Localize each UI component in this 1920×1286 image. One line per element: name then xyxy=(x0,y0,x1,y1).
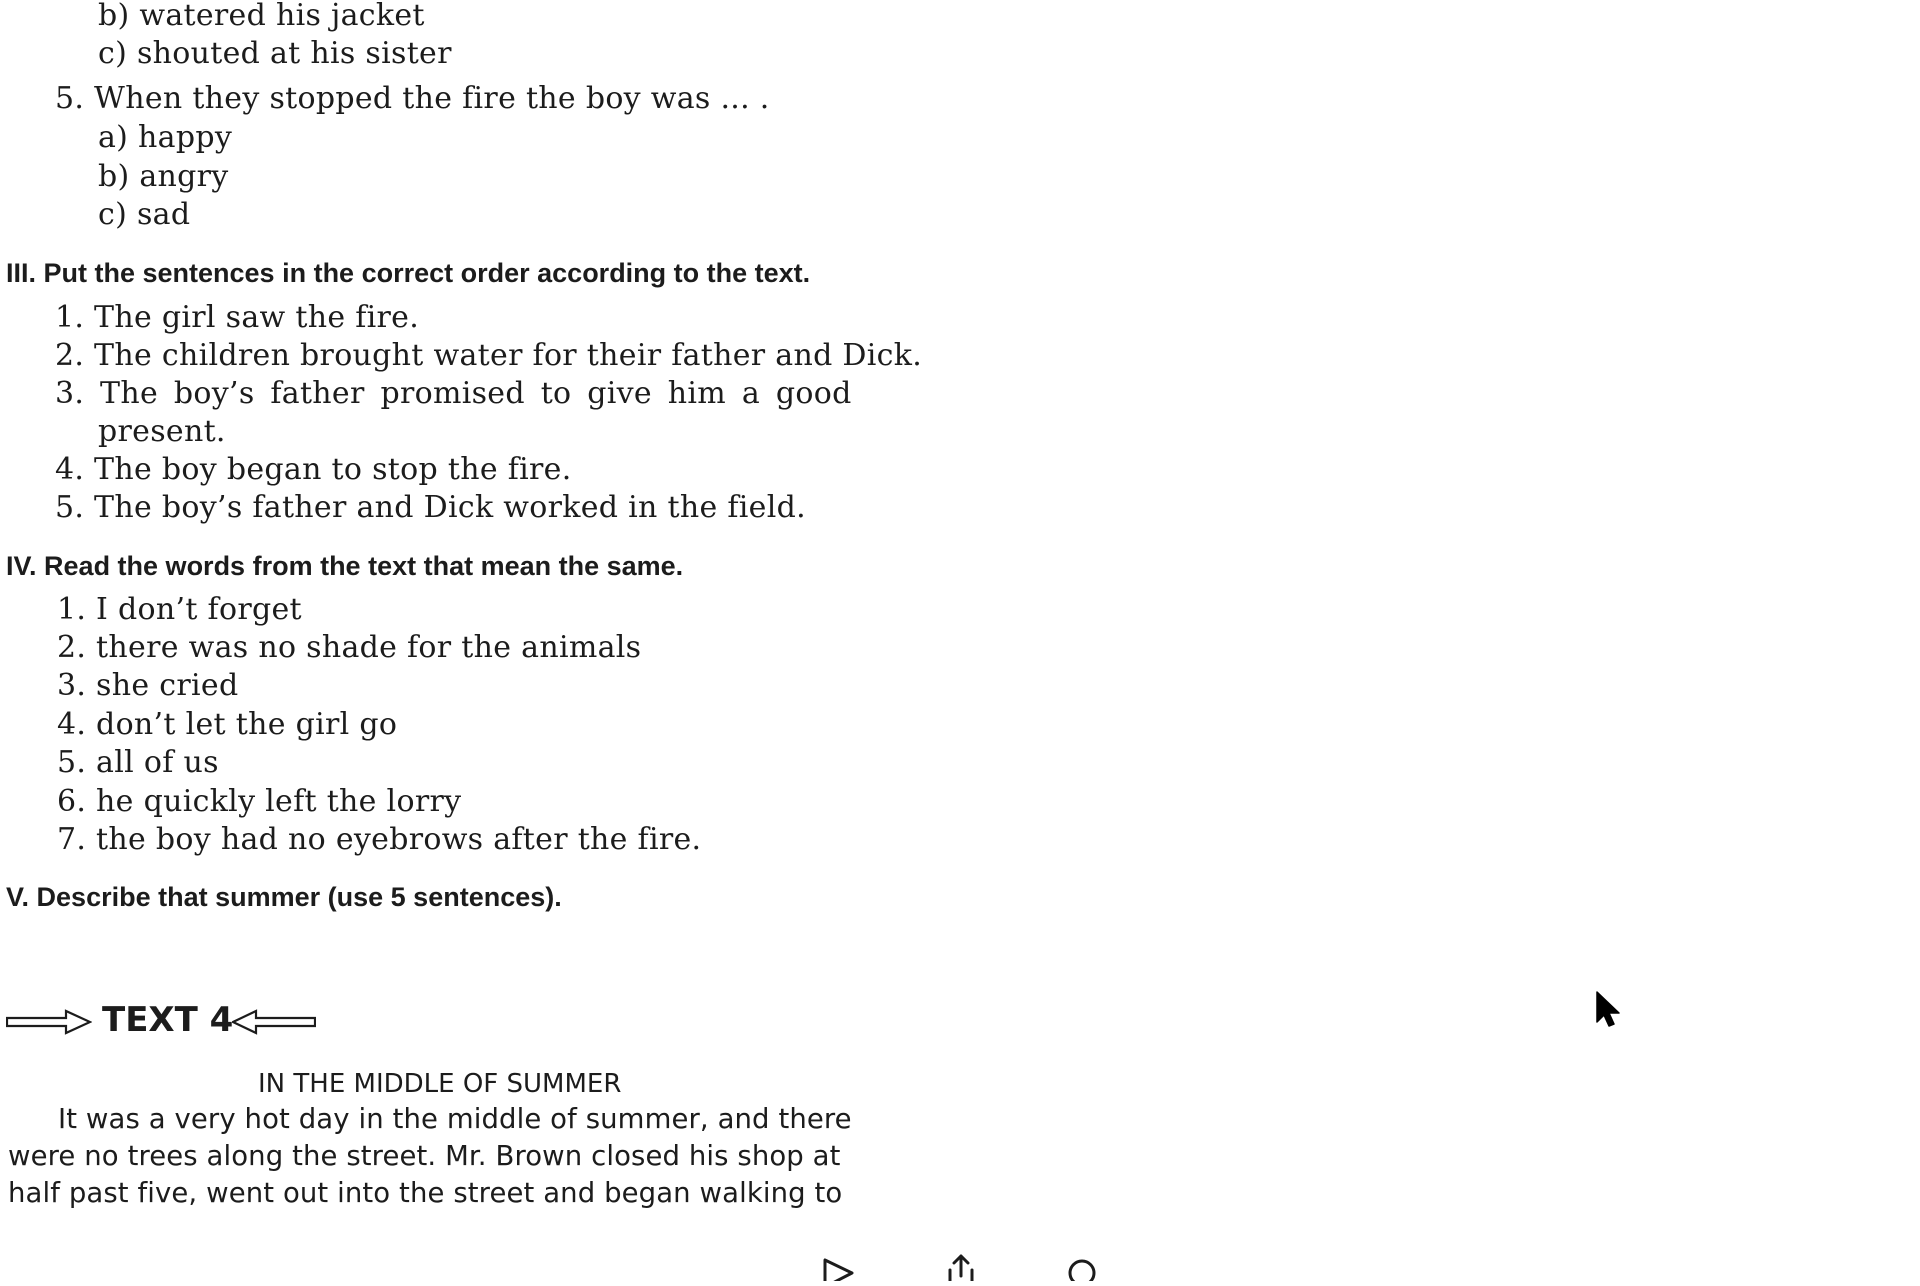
paragraph-line: It was a very hot day in the middle of summer, and there xyxy=(58,1103,852,1135)
list-item: 3. she cried xyxy=(57,668,239,703)
paragraph-line: half past five, went out into the street and began walking to xyxy=(8,1177,843,1209)
mouse-cursor-icon xyxy=(1594,990,1624,1033)
list-item: 1. The girl saw the fire. xyxy=(55,300,420,335)
paragraph-line: were no trees along the street. Mr. Brown closed his shop at xyxy=(8,1140,841,1172)
option-c: c) sad xyxy=(98,197,191,232)
list-item: 4. don’t let the girl go xyxy=(57,707,398,742)
option-b: b) angry xyxy=(98,159,229,194)
list-item: 7. the boy had no eyebrows after the fire. xyxy=(57,822,702,857)
list-item: 3. The boy’s father promised to give him a good xyxy=(55,376,852,411)
search-icon[interactable] xyxy=(1066,1256,1100,1286)
list-item: 5. The boy’s father and Dick worked in the field. xyxy=(55,490,806,525)
exercise-3-heading: III. Put the sentences in the correct order according to the text. xyxy=(6,258,811,288)
share-icon[interactable] xyxy=(944,1254,978,1286)
list-item: 6. he quickly left the lorry xyxy=(57,784,462,819)
question-5: 5. When they stopped the fire the boy was ... . xyxy=(55,81,770,116)
list-item: 2. The children brought water for their father and Dick. xyxy=(55,338,923,373)
option-c: c) shouted at his sister xyxy=(98,36,452,71)
list-item-continuation: present. xyxy=(98,414,226,449)
play-icon[interactable] xyxy=(822,1257,856,1286)
story-title: IN THE MIDDLE OF SUMMER xyxy=(258,1069,622,1099)
exercise-4-heading: IV. Read the words from the text that mean the same. xyxy=(6,551,684,581)
exercise-5-heading: V. Describe that summer (use 5 sentences). xyxy=(6,882,562,912)
list-item: 1. I don’t forget xyxy=(57,592,302,627)
left-arrow-icon xyxy=(232,1009,316,1035)
option-b: b) watered his jacket xyxy=(98,0,425,33)
right-arrow-icon xyxy=(6,1009,92,1035)
text-4-label: TEXT 4 xyxy=(102,1000,234,1040)
option-a: a) happy xyxy=(98,120,233,155)
list-item: 4. The boy began to stop the fire. xyxy=(55,452,572,487)
list-item: 5. all of us xyxy=(57,745,219,780)
list-item: 2. there was no shade for the animals xyxy=(57,630,642,665)
